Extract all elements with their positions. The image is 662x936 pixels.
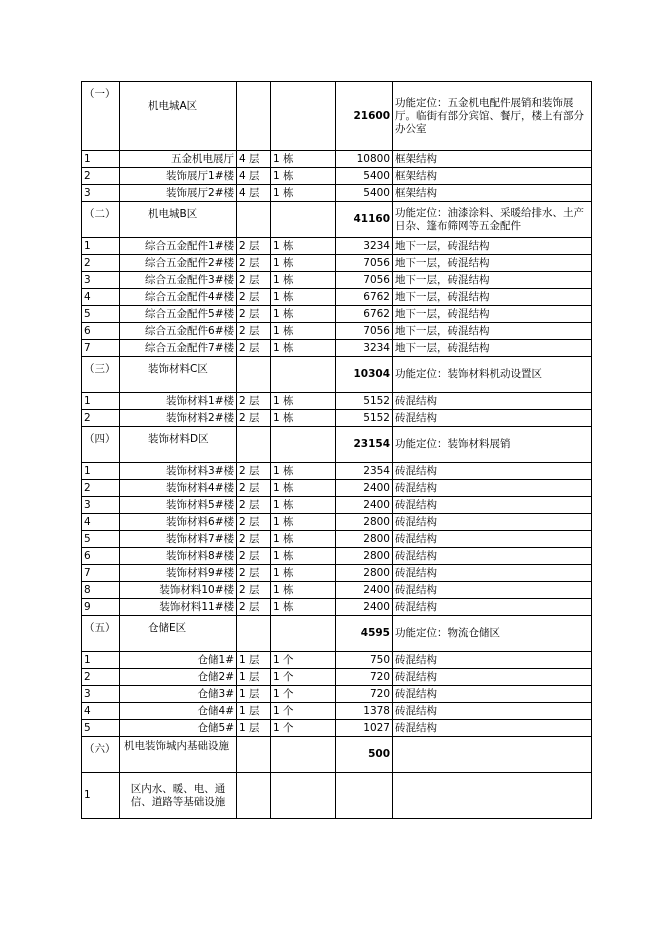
row-floors: 2 层 [237, 514, 271, 531]
row-note: 砖混结构 [393, 548, 592, 565]
row-floors: 4 层 [237, 185, 271, 202]
row-number: 4 [82, 703, 120, 720]
row-note: 地下一层，砖混结构 [393, 289, 592, 306]
table-row [82, 599, 592, 616]
table-row [82, 306, 592, 323]
row-name: 装饰展厅1#楼 [120, 168, 237, 185]
row-buildings: 1 栋 [271, 289, 336, 306]
row-floors: 1 层 [237, 686, 271, 703]
section-name: 装饰材料D区 [120, 427, 237, 463]
row-note: 砖混结构 [393, 463, 592, 480]
section-floors [237, 427, 271, 463]
row-name: 装饰材料5#楼 [120, 497, 237, 514]
row-number: 3 [82, 497, 120, 514]
table-row [82, 272, 592, 289]
section-area: 4595 [336, 616, 393, 652]
row-name: 仓储5# [120, 720, 237, 737]
row-name: 综合五金配件6#楼 [120, 323, 237, 340]
row-note: 地下一层，砖混结构 [393, 238, 592, 255]
row-buildings [271, 773, 336, 819]
row-buildings: 1 栋 [271, 531, 336, 548]
row-area: 2400 [336, 480, 393, 497]
table-row [82, 686, 592, 703]
row-note: 地下一层，砖混结构 [393, 255, 592, 272]
section-name: 装饰材料C区 [120, 357, 237, 393]
row-note: 砖混结构 [393, 720, 592, 737]
row-area: 2354 [336, 463, 393, 480]
row-buildings: 1 栋 [271, 599, 336, 616]
row-name: 装饰材料10#楼 [120, 582, 237, 599]
row-number: 5 [82, 720, 120, 737]
row-number: 9 [82, 599, 120, 616]
section-buildings [271, 202, 336, 238]
row-name: 仓储3# [120, 686, 237, 703]
row-number: 7 [82, 565, 120, 582]
table-row [82, 652, 592, 669]
row-number: 4 [82, 514, 120, 531]
row-name: 仓储4# [120, 703, 237, 720]
table-row [82, 410, 592, 427]
row-number: 1 [82, 393, 120, 410]
facility-table [81, 81, 592, 819]
row-name: 装饰展厅2#楼 [120, 185, 237, 202]
row-floors: 1 层 [237, 669, 271, 686]
row-number: 2 [82, 669, 120, 686]
row-buildings: 1 栋 [271, 565, 336, 582]
row-area: 6762 [336, 306, 393, 323]
section-header-row [82, 737, 592, 773]
row-number: 5 [82, 531, 120, 548]
row-number: 1 [82, 238, 120, 255]
row-number: 4 [82, 289, 120, 306]
row-number: 1 [82, 773, 120, 819]
row-area: 5400 [336, 185, 393, 202]
row-buildings: 1 栋 [271, 323, 336, 340]
row-name: 装饰材料9#楼 [120, 565, 237, 582]
section-header-row [82, 357, 592, 393]
row-area: 2400 [336, 599, 393, 616]
row-buildings: 1 栋 [271, 340, 336, 357]
row-area: 720 [336, 686, 393, 703]
row-name: 装饰材料2#楼 [120, 410, 237, 427]
table-row [82, 463, 592, 480]
table-row [82, 703, 592, 720]
row-area: 3234 [336, 238, 393, 255]
table-row [82, 289, 592, 306]
row-note: 砖混结构 [393, 652, 592, 669]
section-buildings [271, 427, 336, 463]
row-area: 7056 [336, 255, 393, 272]
row-floors [237, 773, 271, 819]
row-note: 地下一层，砖混结构 [393, 340, 592, 357]
row-number: 7 [82, 340, 120, 357]
row-floors: 2 层 [237, 565, 271, 582]
table-row [82, 255, 592, 272]
section-header-row [82, 82, 592, 151]
row-name: 装饰材料7#楼 [120, 531, 237, 548]
row-number: 2 [82, 410, 120, 427]
section-number: （六） [82, 737, 120, 773]
row-buildings: 1 栋 [271, 480, 336, 497]
row-buildings: 1 栋 [271, 151, 336, 168]
table-row [82, 323, 592, 340]
row-name: 综合五金配件7#楼 [120, 340, 237, 357]
row-note: 框架结构 [393, 168, 592, 185]
row-note: 框架结构 [393, 151, 592, 168]
row-buildings: 1 栋 [271, 306, 336, 323]
row-floors: 2 层 [237, 463, 271, 480]
section-floors [237, 737, 271, 773]
row-area: 5152 [336, 410, 393, 427]
row-buildings: 1 栋 [271, 185, 336, 202]
section-number: （二） [82, 202, 120, 238]
row-name: 装饰材料11#楼 [120, 599, 237, 616]
row-floors: 2 层 [237, 480, 271, 497]
row-number: 6 [82, 323, 120, 340]
table-row [82, 340, 592, 357]
row-name: 装饰材料1#楼 [120, 393, 237, 410]
row-name: 综合五金配件3#楼 [120, 272, 237, 289]
row-buildings: 1 栋 [271, 272, 336, 289]
table-row [82, 582, 592, 599]
row-number: 1 [82, 463, 120, 480]
row-name: 仓储1# [120, 652, 237, 669]
row-note: 砖混结构 [393, 531, 592, 548]
row-note: 地下一层，砖混结构 [393, 272, 592, 289]
row-floors: 2 层 [237, 582, 271, 599]
row-name: 区内水、暖、电、通信、道路等基础设施 [120, 773, 237, 819]
row-area: 2800 [336, 514, 393, 531]
row-area: 2400 [336, 497, 393, 514]
section-note: 功能定位：油漆涂料、采暖给排水、土产日杂、篷布筛网等五金配件 [393, 202, 592, 238]
row-floors: 2 层 [237, 599, 271, 616]
section-name: 机电城A区 [120, 82, 237, 151]
row-area: 2800 [336, 565, 393, 582]
section-number: （一） [82, 82, 120, 151]
row-floors: 1 层 [237, 720, 271, 737]
row-floors: 2 层 [237, 306, 271, 323]
row-number: 3 [82, 686, 120, 703]
row-floors: 2 层 [237, 548, 271, 565]
row-floors: 2 层 [237, 497, 271, 514]
row-floors: 2 层 [237, 238, 271, 255]
table-row [82, 185, 592, 202]
row-buildings: 1 栋 [271, 463, 336, 480]
row-floors: 2 层 [237, 340, 271, 357]
section-area: 23154 [336, 427, 393, 463]
row-area: 750 [336, 652, 393, 669]
row-note: 砖混结构 [393, 393, 592, 410]
row-number: 3 [82, 185, 120, 202]
row-name: 装饰材料4#楼 [120, 480, 237, 497]
row-note: 砖混结构 [393, 582, 592, 599]
row-buildings: 1 个 [271, 669, 336, 686]
row-note: 砖混结构 [393, 703, 592, 720]
row-number: 8 [82, 582, 120, 599]
section-name: 仓储E区 [120, 616, 237, 652]
section-area: 500 [336, 737, 393, 773]
row-note: 砖混结构 [393, 599, 592, 616]
row-name: 装饰材料3#楼 [120, 463, 237, 480]
row-name: 仓储2# [120, 669, 237, 686]
section-header-row [82, 616, 592, 652]
row-note: 砖混结构 [393, 669, 592, 686]
row-note: 砖混结构 [393, 480, 592, 497]
table-row [82, 393, 592, 410]
section-floors [237, 357, 271, 393]
section-header-row [82, 202, 592, 238]
row-area: 5400 [336, 168, 393, 185]
row-note: 地下一层，砖混结构 [393, 323, 592, 340]
row-floors: 1 层 [237, 652, 271, 669]
facility-table-body [82, 82, 592, 819]
row-area: 1027 [336, 720, 393, 737]
table-row [82, 548, 592, 565]
table-row [82, 565, 592, 582]
row-area: 1378 [336, 703, 393, 720]
row-floors: 2 层 [237, 531, 271, 548]
row-buildings: 1 栋 [271, 514, 336, 531]
row-buildings: 1 栋 [271, 255, 336, 272]
table-row [82, 168, 592, 185]
row-number: 5 [82, 306, 120, 323]
section-floors [237, 202, 271, 238]
section-note [393, 737, 592, 773]
row-buildings: 1 栋 [271, 410, 336, 427]
row-note: 砖混结构 [393, 686, 592, 703]
row-area: 7056 [336, 323, 393, 340]
section-buildings [271, 616, 336, 652]
section-buildings [271, 737, 336, 773]
row-area: 10800 [336, 151, 393, 168]
row-number: 6 [82, 548, 120, 565]
section-header-row [82, 427, 592, 463]
table-row [82, 497, 592, 514]
row-floors: 2 层 [237, 272, 271, 289]
table-row [82, 514, 592, 531]
row-number: 2 [82, 168, 120, 185]
row-name: 综合五金配件2#楼 [120, 255, 237, 272]
row-buildings: 1 个 [271, 720, 336, 737]
row-number: 3 [82, 272, 120, 289]
section-note: 功能定位：物流仓储区 [393, 616, 592, 652]
row-area: 2800 [336, 548, 393, 565]
row-name: 综合五金配件4#楼 [120, 289, 237, 306]
row-number: 2 [82, 480, 120, 497]
row-floors: 2 层 [237, 255, 271, 272]
row-area: 5152 [336, 393, 393, 410]
row-floors: 2 层 [237, 410, 271, 427]
section-floors [237, 82, 271, 151]
row-number: 1 [82, 652, 120, 669]
row-note: 砖混结构 [393, 514, 592, 531]
section-area: 41160 [336, 202, 393, 238]
section-name: 机电城B区 [120, 202, 237, 238]
row-area [336, 773, 393, 819]
table-row [82, 720, 592, 737]
row-buildings: 1 栋 [271, 548, 336, 565]
row-floors: 4 层 [237, 151, 271, 168]
row-number: 1 [82, 151, 120, 168]
row-buildings: 1 个 [271, 703, 336, 720]
row-floors: 4 层 [237, 168, 271, 185]
row-buildings: 1 个 [271, 652, 336, 669]
section-number: （四） [82, 427, 120, 463]
row-floors: 1 层 [237, 703, 271, 720]
section-buildings [271, 357, 336, 393]
row-area: 6762 [336, 289, 393, 306]
section-buildings [271, 82, 336, 151]
row-note [393, 773, 592, 819]
section-note: 功能定位：装饰材料展销 [393, 427, 592, 463]
row-buildings: 1 个 [271, 686, 336, 703]
row-area: 720 [336, 669, 393, 686]
row-buildings: 1 栋 [271, 168, 336, 185]
row-note: 地下一层，砖混结构 [393, 306, 592, 323]
table-row [82, 480, 592, 497]
row-note: 砖混结构 [393, 497, 592, 514]
section-floors [237, 616, 271, 652]
section-area: 10304 [336, 357, 393, 393]
section-note: 功能定位：装饰材料机动设置区 [393, 357, 592, 393]
section-name: 机电装饰城内基础设施 [120, 737, 237, 773]
row-buildings: 1 栋 [271, 582, 336, 599]
row-name: 装饰材料6#楼 [120, 514, 237, 531]
table-row [82, 531, 592, 548]
section-number: （五） [82, 616, 120, 652]
table-row [82, 238, 592, 255]
row-name: 综合五金配件5#楼 [120, 306, 237, 323]
row-note: 砖混结构 [393, 565, 592, 582]
table-row [82, 151, 592, 168]
section-area: 21600 [336, 82, 393, 151]
table-row [82, 773, 592, 819]
row-floors: 2 层 [237, 393, 271, 410]
row-buildings: 1 栋 [271, 393, 336, 410]
row-floors: 2 层 [237, 289, 271, 306]
row-note: 砖混结构 [393, 410, 592, 427]
row-area: 3234 [336, 340, 393, 357]
row-buildings: 1 栋 [271, 238, 336, 255]
row-buildings: 1 栋 [271, 497, 336, 514]
row-floors: 2 层 [237, 323, 271, 340]
row-area: 2800 [336, 531, 393, 548]
row-name: 装饰材料8#楼 [120, 548, 237, 565]
row-name: 综合五金配件1#楼 [120, 238, 237, 255]
row-area: 2400 [336, 582, 393, 599]
section-number: （三） [82, 357, 120, 393]
row-number: 2 [82, 255, 120, 272]
table-row [82, 669, 592, 686]
row-area: 7056 [336, 272, 393, 289]
row-note: 框架结构 [393, 185, 592, 202]
section-note: 功能定位：五金机电配件展销和装饰展厅。临街有部分宾馆、餐厅，楼上有部分办公室 [393, 82, 592, 151]
row-name: 五金机电展厅 [120, 151, 237, 168]
